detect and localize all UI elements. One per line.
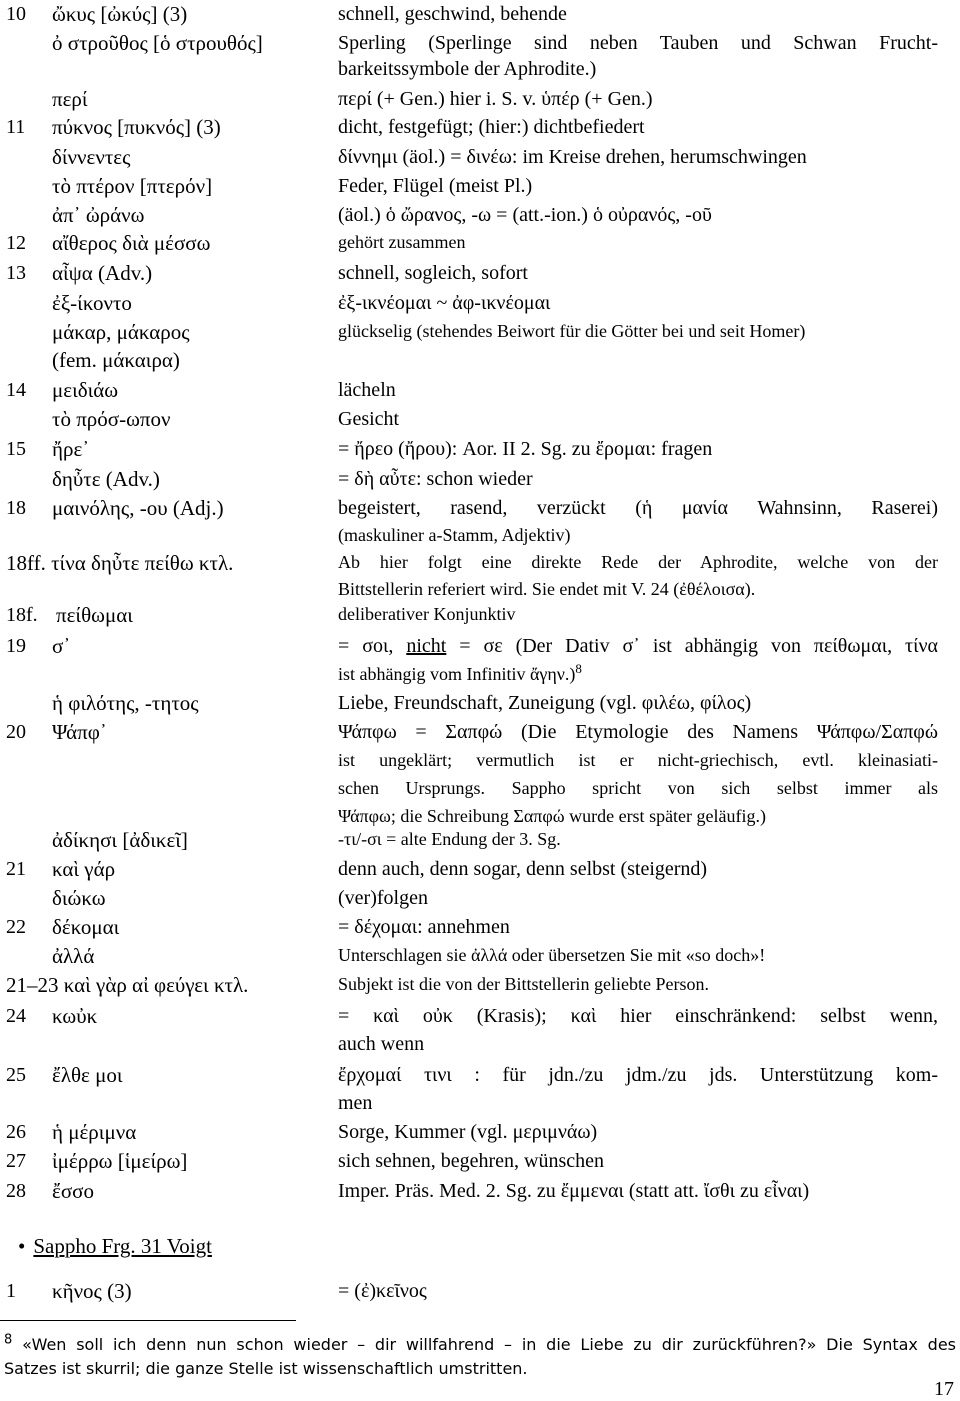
gloss: Ψάπφω = Σαπφώ (Die Etymologie des Namens Ψάπφω/Σαπφώ ist ungeklärt; vermutlich ist er nicht-griechisch, evtl. kleinasiati- schen Ursprungs. Sappho spricht von sich selbst immer als Ψάπφω; die Schreibung Σαπφώ wurde erst später geläufig.): [338, 721, 938, 826]
lemma: ἡ φιλότης, -τητος: [52, 691, 199, 715]
lemma: δέκομαι: [52, 915, 120, 939]
gloss: = (ἐ)κεῖνος: [338, 1280, 427, 1302]
lemma: ἡ μέριμνα: [52, 1120, 137, 1144]
verse-number: 15: [6, 438, 26, 460]
lemma: ἀπ᾽ ὠράνω: [52, 203, 145, 227]
lemma: μαινόλης, -ου (Adj.): [52, 496, 224, 520]
gloss: Unterschlagen sie ἀλλά oder übersetzen Sie mit «so doch»!: [338, 945, 766, 965]
gloss: Liebe, Freundschaft, Zuneigung (vgl. φιλέω, φίλος): [338, 692, 752, 714]
gloss: schnell, sogleich, sofort: [338, 262, 528, 284]
lemma: δίννεντες: [52, 145, 131, 169]
lemma: ἐξ-ίκοντο: [52, 291, 132, 315]
gloss: Gesicht: [338, 408, 400, 430]
verse-number: 13: [6, 262, 26, 284]
lemma: δηὖτε (Adv.): [52, 467, 160, 491]
lemma: ἔσσο: [52, 1179, 94, 1203]
lemma: ἔλθε μοι: [52, 1063, 123, 1087]
lemma: ἀδίκησι [ἀδικεῖ]: [52, 828, 188, 852]
lemma: πύκνος [πυκνός] (3): [52, 115, 221, 139]
gloss: begeistert, rasend, verzückt (ἡ μανία Wahnsinn, Raserei) (maskuliner a-Stamm, Adjektiv): [338, 497, 938, 545]
lemma: μάκαρ, μάκαρος: [52, 320, 190, 344]
lemma: ὤκυς [ὠκύς] (3): [52, 2, 188, 26]
gloss: denn auch, denn sogar, denn selbst (steigernd): [338, 858, 708, 880]
lemma: κῆνος (3): [52, 1279, 132, 1303]
verse-number: 18: [6, 497, 26, 519]
verse-number: 19: [6, 635, 26, 657]
verse-number: 10: [6, 3, 26, 25]
gloss: deliberativer Konjunktiv: [338, 604, 516, 624]
gloss: = δέχομαι: annehmen: [338, 916, 510, 938]
verse-number: 22: [6, 916, 26, 938]
lemma: Ψάπφ᾽: [52, 720, 107, 744]
gloss: = σοι, nicht = σε (Der Dativ σ᾽ ist abhängig von πείθωμαι, τίνα ist abhängig vom Infinitiv ἄγην.)$^8$: [338, 635, 938, 684]
gloss: Sperling (Sperlinge sind neben Tauben und Schwan Frucht- barkeitssymbole der Aphrodite.): [338, 32, 938, 80]
bullet-icon: •: [18, 1234, 26, 1258]
lemma: μειδιάω: [52, 378, 119, 402]
lemma: ἤρε᾽: [52, 437, 90, 461]
verse-number: 20: [6, 721, 26, 743]
lemma: 21–23 καὶ γὰρ αἰ φεύγει κτλ.: [6, 973, 249, 997]
lemma: κωὐκ: [52, 1004, 98, 1028]
verse-number: 14: [6, 379, 26, 401]
lemma: αἶψα (Adv.): [52, 261, 153, 285]
lemma: σ᾽: [52, 634, 71, 658]
gloss: ἐξ-ικνέομαι ~ ἀφ-ικνέομαι: [338, 292, 551, 314]
page-number: 17: [934, 1378, 954, 1400]
footnote-mark: 8: [4, 1332, 13, 1348]
section-heading: [18, 1232, 212, 1260]
gloss: -τι/-σι = alte Endung der 3. Sg.: [338, 829, 561, 849]
gloss: = δὴ αὖτε: schon wieder: [338, 468, 533, 490]
verse-number: 11: [6, 116, 26, 138]
verse-number: 12: [6, 232, 26, 254]
gloss: (äol.) ὁ ὤρανος, -ω = (att.-ion.) ὁ οὐρανός, -οῦ: [338, 204, 712, 226]
gloss: sich sehnen, begehren, wünschen: [338, 1150, 605, 1172]
lemma: ἀλλά: [52, 944, 95, 968]
lemma: 18ff. τίνα δηὖτε πείθω κτλ.: [6, 551, 234, 575]
gloss: lächeln: [338, 379, 396, 401]
gloss: Ab hier folgt eine direkte Rede der Aphrodite, welche von der Bittstellerin referiert wird. Sie endet mit V. 24 (ἐθέλοισα).: [338, 552, 938, 599]
lemma: ἰμέρρω [ἱμείρω]: [52, 1149, 188, 1173]
verse-number: 1: [6, 1280, 16, 1302]
lemma: τὸ πτέρον [πτερόν]: [52, 174, 213, 198]
lemma: πείθωμαι: [56, 603, 133, 627]
lemma: τὸ πρόσ-ωπον: [52, 407, 171, 431]
section-link[interactable]: Sappho Frg. 31 Voigt: [33, 1234, 212, 1258]
gloss: Subjekt ist die von der Bittstellerin geliebte Person.: [338, 974, 709, 994]
verse-number: 28: [6, 1180, 26, 1202]
footnote-divider: [0, 1320, 296, 1321]
gloss: glückselig (stehendes Beiwort für die Götter bei und seit Homer): [338, 321, 806, 341]
gloss: schnell, geschwind, behende: [338, 3, 567, 25]
gloss: Imper. Präs. Med. 2. Sg. zu ἔμμεναι (statt att. ἴσθι zu εἶναι): [338, 1180, 810, 1202]
verse-number: 18f.: [6, 604, 38, 626]
gloss: ἔρχομαί τινι : für jdn./zu jdm./zu jds. Unterstützung kom- men: [338, 1064, 938, 1114]
footnote: $^8$ «Wen soll ich denn nun schon wieder – dir willfahrend – in die Liebe zu dir zurückführen?» Die Syntax des Satzes ist skurril; die ganze Stelle ist wissenschaftlich umstritten.: [4, 1332, 956, 1378]
underlined-word: nicht: [406, 635, 447, 657]
gloss: Sorge, Kummer (vgl. μεριμνάω): [338, 1121, 598, 1143]
lemma-feminine: (fem. μάκαιρα): [52, 348, 180, 372]
gloss: gehört zusammen: [338, 232, 466, 252]
gloss: = καὶ οὐκ (Krasis); καὶ hier einschränkend: selbst wenn, auch wenn: [338, 1005, 938, 1055]
gloss: περί (+ Gen.) hier i. S. v. ὑπέρ (+ Gen.): [338, 88, 653, 110]
gloss: Feder, Flügel (meist Pl.): [338, 175, 533, 197]
verse-number: 25: [6, 1064, 26, 1086]
lemma: καὶ γάρ: [52, 857, 116, 881]
verse-number: 26: [6, 1121, 26, 1143]
lemma: αἴθερος διὰ μέσσω: [52, 231, 211, 255]
gloss: dicht, festgefügt; (hier:) dichtbefiedert: [338, 116, 645, 138]
gloss: (ver)folgen: [338, 887, 428, 909]
verse-number: 27: [6, 1150, 26, 1172]
lemma: ὀ στροῦθος [ὁ στρουθός]: [52, 31, 263, 55]
gloss: δίννημι (äol.) = δινέω: im Kreise drehen, herumschwingen: [338, 146, 807, 168]
footnote-reference: 8: [575, 661, 582, 676]
verse-number: 21: [6, 858, 26, 880]
verse-number: 24: [6, 1005, 26, 1027]
gloss: = ἤρεο (ἤρου): Aor. II 2. Sg. zu ἔρομαι: fragen: [338, 438, 713, 460]
lemma: περί: [52, 87, 88, 111]
lemma: διώκω: [52, 886, 106, 910]
